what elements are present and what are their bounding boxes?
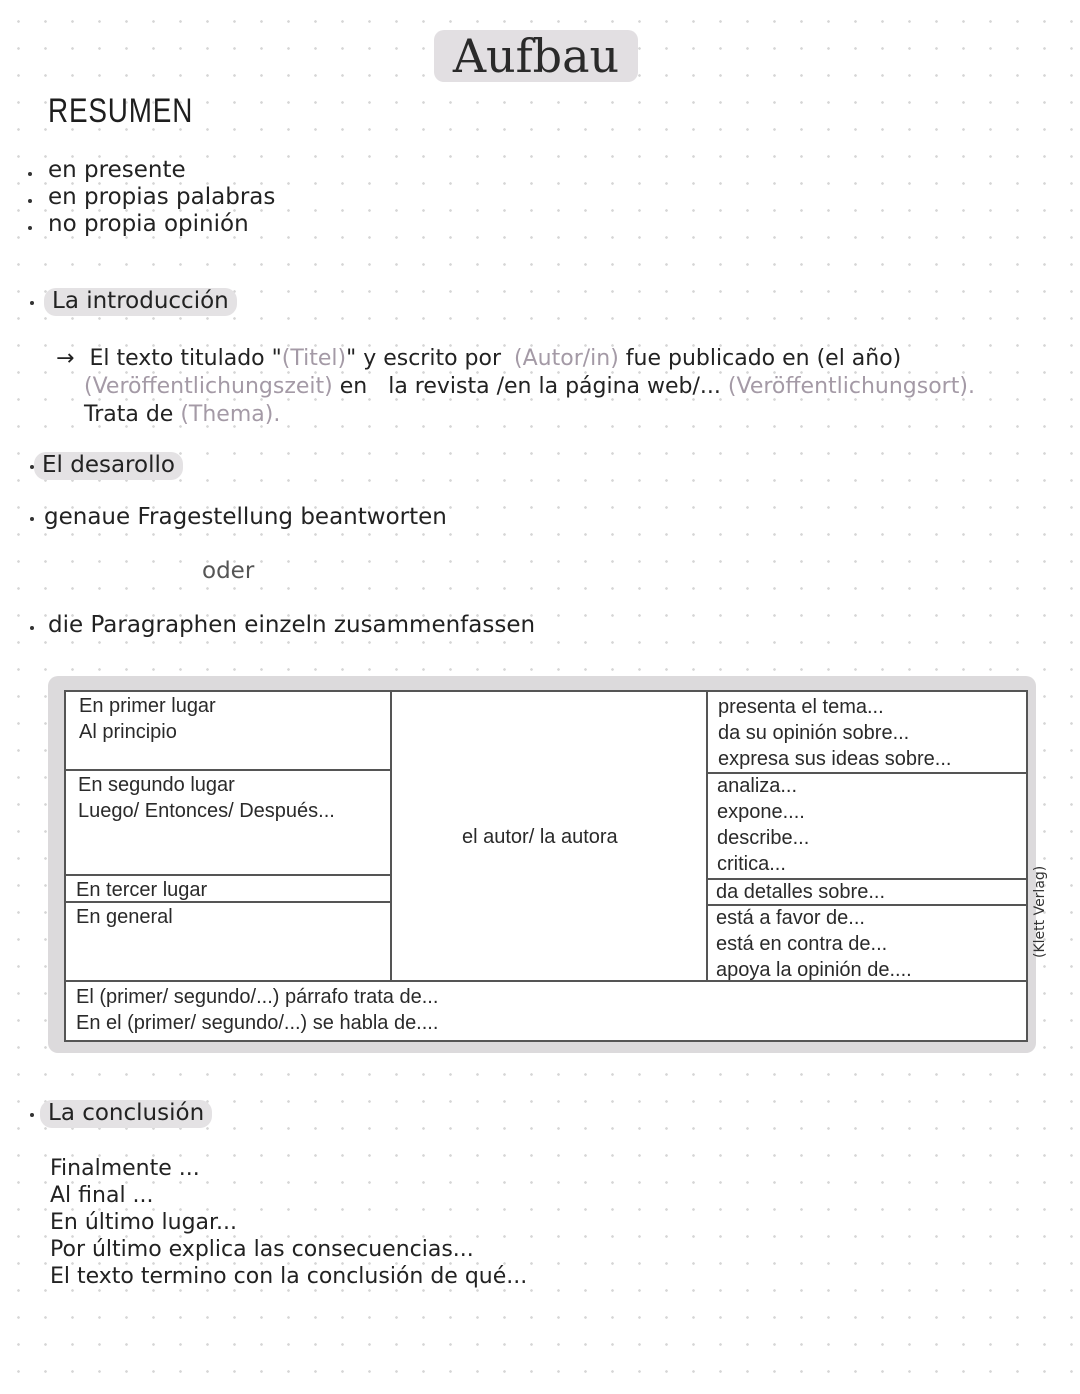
table-divider [66, 769, 390, 771]
table-cell-text: presenta el tema... [718, 696, 884, 718]
intro-text: Trata de [84, 402, 174, 427]
intro-text: fue publicado en (el año) [625, 346, 902, 371]
table-divider [706, 692, 708, 980]
table-cell-text: El (primer/ segundo/...) párrafo trata de... [76, 986, 439, 1008]
placeholder-thema: (Thema). [180, 402, 281, 427]
table-cell-text: critica... [717, 853, 786, 875]
bullet-dot [28, 226, 32, 230]
intro-text: El texto titulado " [89, 346, 282, 371]
conclusion-line: Finalmente ... [50, 1156, 200, 1181]
table-cell [718, 694, 951, 772]
page-title: Aufbau [434, 30, 638, 82]
table-cell [716, 879, 885, 905]
table-cell [79, 693, 216, 745]
desarollo-line-2: die Paragraphen einzeln zusammenfassen [48, 612, 536, 638]
conclusion-list [50, 1155, 527, 1290]
table-cell-text: expone.... [717, 801, 805, 823]
resumen-bullet: no propia opinión [48, 211, 249, 237]
table-divider [390, 692, 392, 980]
table-cell-text: da su opinión sobre... [718, 722, 910, 744]
bullet-dot [28, 172, 32, 176]
desarollo-line-1: genaue Fragestellung beantworten [44, 504, 447, 530]
desarollo-heading: El desarollo [34, 452, 183, 480]
table-cell-text: está a favor de... [716, 907, 865, 929]
conclusion-line: El texto termino con la conclusión de qué... [50, 1264, 528, 1289]
placeholder-zeit: (Veröffentlichungszeit) [84, 374, 333, 399]
bullet-dot [30, 1113, 34, 1117]
bullet-dot [28, 199, 32, 203]
table-cell-text: En tercer lugar [76, 879, 208, 901]
table-cell-text: apoya la opinión de.... [716, 959, 912, 981]
table-cell [717, 773, 809, 877]
introduccion-heading: La introducción [44, 288, 237, 316]
table-cell [76, 877, 207, 903]
conclusion-line: Al final ... [50, 1183, 154, 1208]
table-cell-text: Luego/ Entonces/ Después... [78, 800, 335, 822]
bullet-dot [30, 517, 34, 521]
conclusion-line: Por último explica las consecuencias... [50, 1237, 474, 1262]
placeholder-autor: (Autor/in) [514, 346, 619, 371]
conclusion-heading: La conclusión [40, 1100, 212, 1128]
table-cell-text: En primer lugar [79, 695, 216, 717]
bullet-dot [30, 626, 34, 630]
table-cell-text: expresa sus ideas sobre... [718, 748, 952, 770]
table-divider [66, 874, 390, 876]
bullet-dot [30, 301, 34, 305]
table-cell-text: En general [76, 906, 173, 928]
table-cell-text: Al principio [79, 721, 177, 743]
intro-text: la revista /en la página web/... [388, 374, 721, 399]
intro-line-1 [56, 345, 901, 372]
table-cell-text: da detalles sobre... [716, 881, 885, 903]
placeholder-titel: (Titel) [281, 346, 347, 371]
arrow-icon: → [56, 346, 75, 371]
intro-text: " y escrito por [346, 346, 502, 371]
table-cell-text: describe... [717, 827, 810, 849]
table-cell-text: En segundo lugar [78, 774, 235, 796]
desarollo-oder: oder [202, 558, 255, 584]
table-middle-cell: el autor/ la autora [462, 826, 618, 848]
conclusion-line: En último lugar... [50, 1210, 238, 1235]
table-cell-text: está en contra de... [716, 933, 888, 955]
intro-line-2 [84, 373, 975, 400]
table-bottom-cell [76, 984, 438, 1036]
table-cell-text: analiza... [717, 775, 798, 797]
resumen-bullet: en presente [48, 157, 186, 183]
source-note: (Klett Verlag) [1032, 865, 1048, 958]
table-cell [76, 904, 173, 930]
table-cell-text: En el (primer/ segundo/...) se habla de.... [76, 1012, 439, 1034]
table-cell [78, 772, 335, 824]
intro-line-3 [84, 401, 280, 428]
intro-text: en [339, 374, 368, 399]
resumen-bullet: en propias palabras [48, 184, 276, 210]
placeholder-ort: (Veröffentlichungsort). [727, 374, 975, 399]
table-cell [716, 905, 912, 983]
resumen-heading: RESUMEN [48, 92, 194, 130]
phrase-table [64, 690, 1028, 1042]
